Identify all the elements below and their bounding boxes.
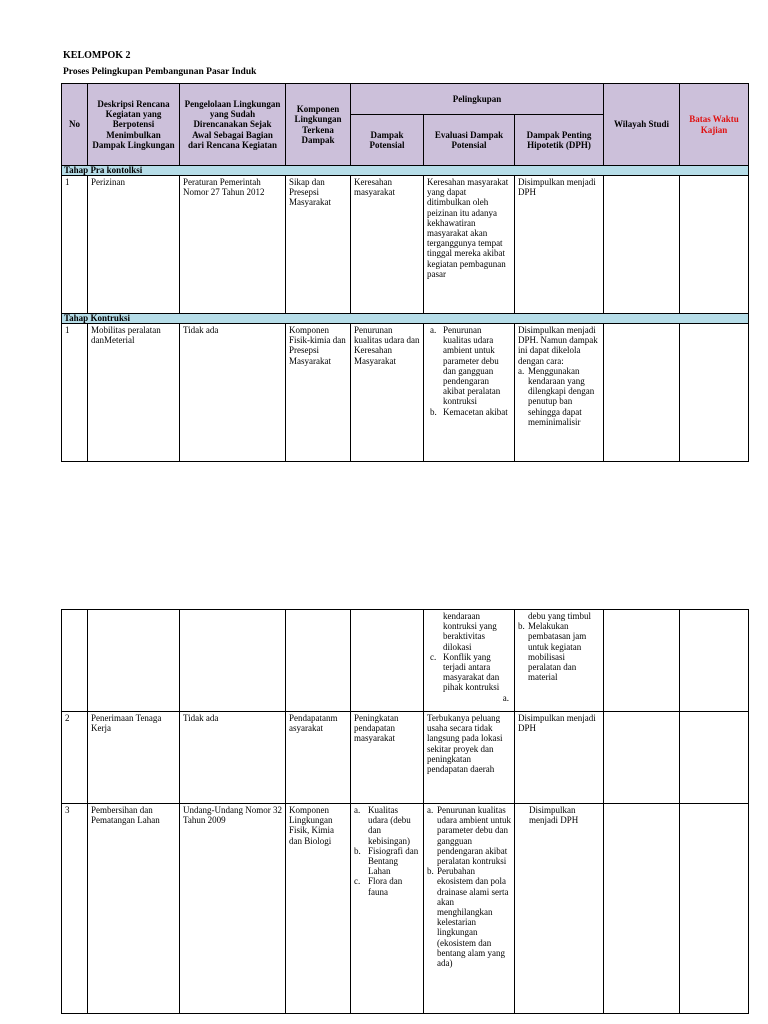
cell-evaluasi — [424, 804, 515, 1014]
section-row-pra-konstruksi — [62, 166, 749, 176]
cell-batas — [680, 610, 749, 712]
scoping-table-page-2 — [61, 609, 749, 1014]
header-wilayah-studi: Wilayah Studi — [604, 84, 680, 166]
cell-batas — [680, 324, 749, 462]
table-row — [62, 324, 749, 462]
cell-dph — [515, 324, 604, 462]
cell-batas — [680, 804, 749, 1014]
list-marker: a. — [427, 805, 434, 815]
section-row-konstruksi — [62, 314, 749, 324]
list-marker: a. — [430, 325, 437, 335]
list-item — [354, 876, 420, 896]
list-item — [427, 866, 511, 968]
cell-dampak: Penurunan kualitas udara dan Keresahan Masyarakat — [351, 324, 424, 462]
header-komponen: Komponen Lingkungan Terkena Dampak — [286, 84, 351, 166]
cell-dph — [515, 610, 604, 712]
cell-pengelolaan: Tidak ada — [180, 712, 286, 804]
cell-evaluasi — [424, 324, 515, 462]
table-row — [62, 176, 749, 314]
list-text: Fisiografi dan Bentang Lahan — [368, 845, 419, 877]
cell-pengelolaan: Peraturan Pemerintah Nomor 27 Tahun 2012 — [180, 176, 286, 314]
cell-dph: Disimpulkan menjadi DPH — [515, 804, 604, 1014]
list-text: Penurunan kualitas udara ambient untuk parameter debu dan gangguan pendengaran akibat peralatan kontruksi — [437, 805, 511, 867]
header-pelingkupan: Pelingkupan — [351, 84, 604, 115]
table-row — [62, 712, 749, 804]
list-text: Konflik yang terjadi antara masyarakat dan pihak kontruksi — [443, 651, 500, 693]
dph-intro: Disimpulkan menjadi DPH. Namun dampak ini dapat dikelola dengan cara: — [518, 325, 598, 366]
cell-batas — [680, 176, 749, 314]
section-label: Tahap Pra kontolksi — [62, 166, 749, 176]
list-text: Kemacetan akibat — [443, 406, 508, 417]
cell-komponen: Komponen Fisik-kimia dan Presepsi Masyarakat — [286, 324, 351, 462]
cell-wilayah — [604, 610, 680, 712]
list-marker: b. — [427, 866, 434, 877]
cell-wilayah — [604, 712, 680, 804]
header-dampak-potensial: Dampak Potensial — [351, 115, 424, 166]
cell-deskripsi: Pembersihan dan Pematangan Lahan — [88, 804, 180, 1014]
list-text: Menggunakan kendaraan yang dilengkapi dengan penutup ban sehingga dapat meminimalisir — [528, 365, 595, 427]
list-trailing-marker: a. — [502, 692, 509, 703]
list-item-continued — [518, 611, 600, 621]
list-text: Melakukan pembatasan jam untuk kegiatan mobilisasi peralatan dan material — [528, 621, 587, 683]
list-text: Kualitas udara (debu dan kebisingan) — [368, 805, 411, 846]
list-marker: b. — [518, 621, 525, 632]
section-label: Tahap Kontruksi — [62, 314, 749, 324]
cell-dph: Disimpulkan menjadi DPH — [515, 712, 604, 804]
cell-batas — [680, 712, 749, 804]
header-evaluasi: Evaluasi Dampak Potensial — [424, 115, 515, 166]
cell-wilayah — [604, 324, 680, 462]
list-marker: c. — [354, 876, 361, 887]
header-pengelolaan: Pengelolaan Lingkungan yang Sudah Direncanakan Sejak Awal Sebagai Bagian dari Rencana Kegiatan — [180, 84, 286, 166]
list-text: Flora dan fauna — [368, 876, 403, 897]
list-marker: b. — [354, 845, 361, 856]
document-title: KELOMPOK 2 — [63, 50, 131, 61]
cell-komponen: Pendapatanm asyarakat — [286, 712, 351, 804]
cell-komponen — [286, 610, 351, 712]
list-marker: a. — [518, 365, 525, 376]
cell-no: 1 — [62, 324, 88, 462]
cell-deskripsi — [88, 610, 180, 712]
list-marker: b. — [430, 406, 437, 417]
list-item — [427, 407, 511, 417]
cell-pengelolaan: Undang-Undang Nomor 32 Tahun 2009 — [180, 804, 286, 1014]
cell-dampak — [351, 610, 424, 712]
cell-deskripsi: Penerimaan Tenaga Kerja — [88, 712, 180, 804]
header-deskripsi: Deskripsi Rencana Kegiatan yang Berpotensi Menimbulkan Dampak Lingkungan — [88, 84, 180, 166]
list-item — [518, 366, 600, 427]
list-item — [354, 805, 420, 846]
cell-pengelolaan: Tidak ada — [180, 324, 286, 462]
list-text: debu yang timbul — [528, 611, 591, 621]
cell-deskripsi: Perizinan — [88, 176, 180, 314]
cell-deskripsi: Mobilitas peralatan danMeterial — [88, 324, 180, 462]
list-item — [427, 652, 511, 693]
document-subtitle: Proses Pelingkupan Pembangunan Pasar Induk — [63, 67, 257, 77]
header-batas-waktu: Batas Waktu Kajian — [680, 84, 749, 166]
header-dph: Dampak Penting Hipotetik (DPH) — [515, 115, 604, 166]
list-text: Perubahan ekosistem dan pola drainase alami serta akan menghilangkan kelestarian lingkungan (ekosistem dan bentang alam yang ada) — [437, 866, 509, 969]
list-item — [354, 846, 420, 877]
list-item — [518, 621, 600, 682]
cell-wilayah — [604, 804, 680, 1014]
list-marker: c. — [430, 651, 437, 662]
cell-no: 3 — [62, 804, 88, 1014]
table-row — [62, 804, 749, 1014]
list-item-continued — [427, 611, 511, 652]
cell-dph: Disimpulkan menjadi DPH — [515, 176, 604, 314]
cell-evaluasi — [424, 610, 515, 712]
header-no: No — [62, 84, 88, 166]
cell-pengelolaan — [180, 610, 286, 712]
cell-no: 2 — [62, 712, 88, 804]
cell-evaluasi: Terbukanya peluang usaha secara tidak langsung pada lokasi sekitar proyek dan peningkatan pendapatan daerah — [424, 712, 515, 804]
cell-no: 1 — [62, 176, 88, 314]
cell-no — [62, 610, 88, 712]
table-row — [62, 610, 749, 712]
cell-dampak: Peningkatan pendapatan masyarakat — [351, 712, 424, 804]
cell-komponen: Sikap dan Presepsi Masyarakat — [286, 176, 351, 314]
list-marker: a. — [354, 805, 361, 815]
cell-komponen: Komponen Lingkungan Fisik, Kimia dan Biologi — [286, 804, 351, 1014]
scoping-table-page-1 — [61, 83, 749, 462]
cell-evaluasi: Keresahan masyarakat yang dapat ditimbulkan oleh peizinan itu adanya kekhawatiran masyarakat akan terganggunya tempat tinggal mereka akibat kegiatan pembagunan pasar — [424, 176, 515, 314]
list-text: kendaraan kontruksi yang beraktivitas dilokasi — [443, 611, 497, 652]
cell-dampak — [351, 804, 424, 1014]
cell-wilayah — [604, 176, 680, 314]
cell-dampak: Keresahan masyarakat — [351, 176, 424, 314]
list-item — [427, 805, 511, 866]
list-text: Penurunan kualitas udara ambient untuk parameter debu dan gangguan pendengaran akibat peralatan kontruksi — [443, 325, 501, 407]
list-item — [427, 325, 511, 407]
